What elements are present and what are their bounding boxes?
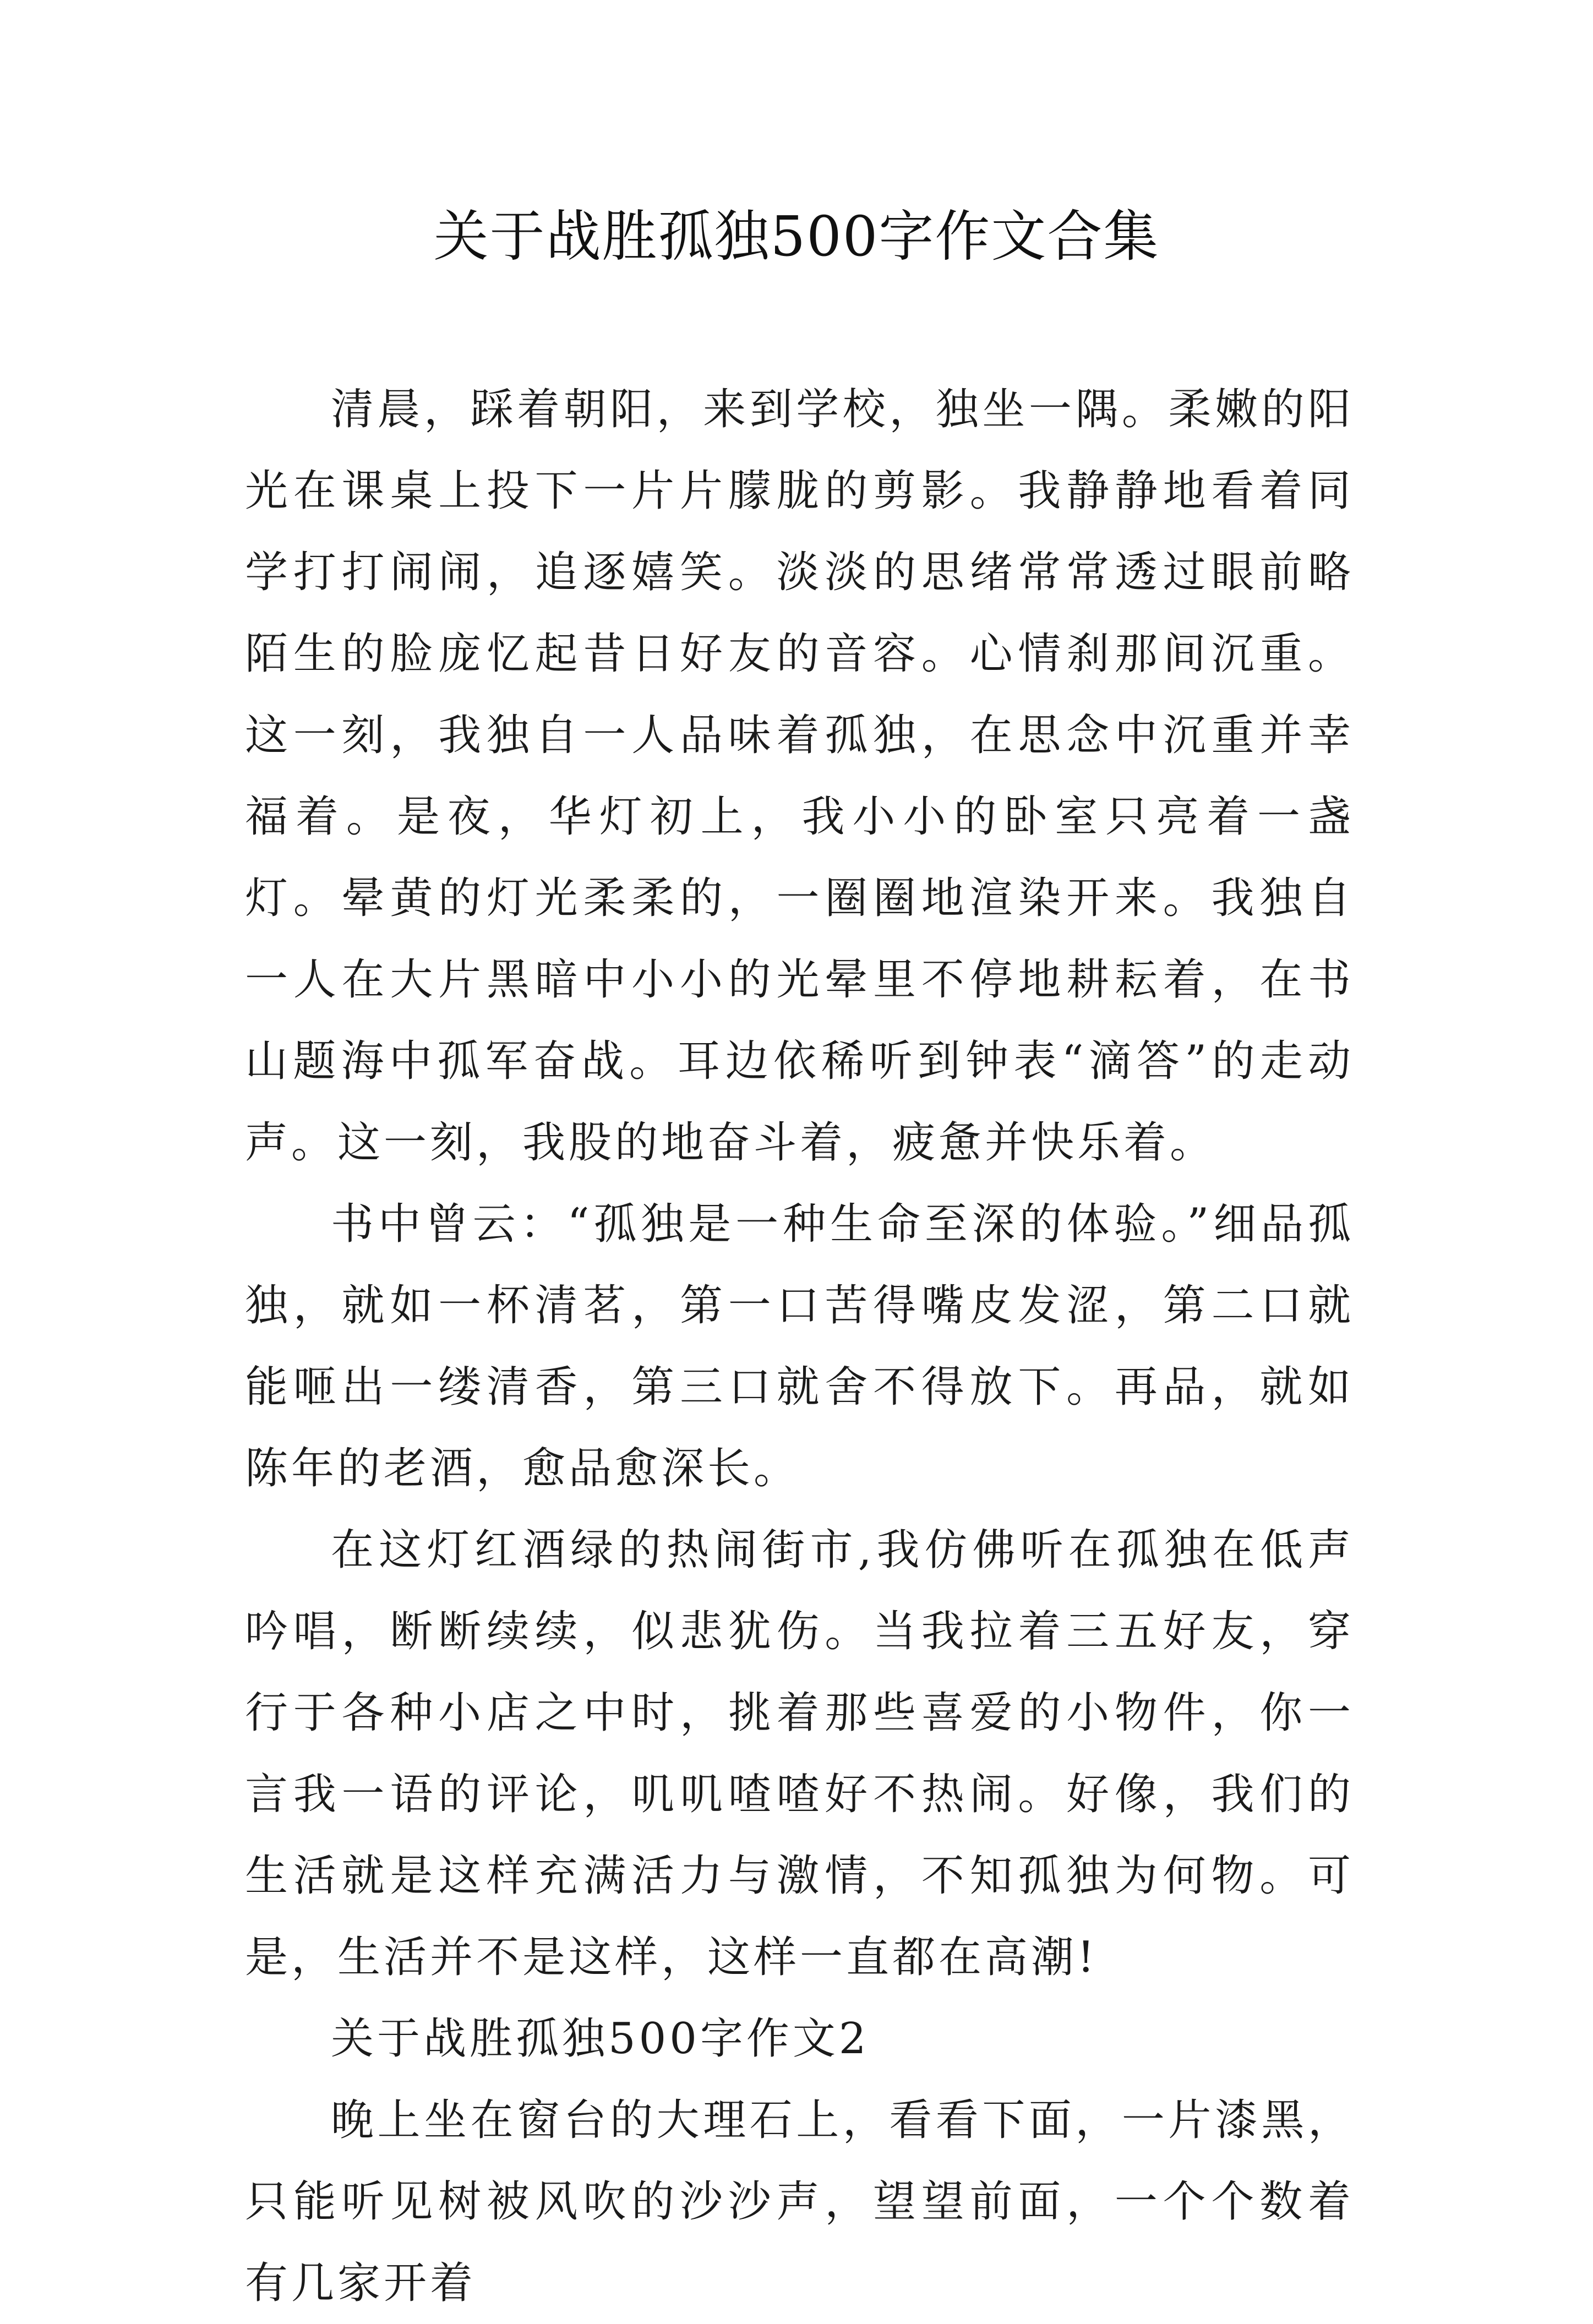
paragraph: 晚上坐在窗台的大理石上，看看下面，一片漆黑，只能听见树被风吹的沙沙声，望望前面，一个个数着有几家开着 <box>245 2096 1354 2308</box>
paragraph: 清晨，踩着朝阳，来到学校，独坐一隅。柔嫩的阳光在课桌上投下一片片朦胧的剪影。我静静地看着同学打打闹闹，追逐嬉笑。淡淡的思绪常常透过眼前略陌生的脸庞忆起昔日好友的音容。心情刹那间沉重。这一刻，我独自一人品味着孤独，在思念中沉重并幸福着。是夜，华灯初上，我小小的卧室只亮着一盏灯。晕黄的灯光柔柔的，一圈圈地渲染开来。我独自一人在大片黑暗中小小的光晕里不停地耕耘着，在书山题海中孤军奋战。耳边依稀听到钟表“滴答”的走动声。这一刻，我股的地奋斗着，疲惫并快乐着。 <box>245 385 1354 1168</box>
paragraph: 书中曾云：“孤独是一种生命至深的体验。”细品孤独，就如一杯清茗，第一口苦得嘴皮发涩，第二口就能咂出一缕清香，第三口就舍不得放下。再品，就如陈年的老酒，愈品愈深长。 <box>245 1199 1354 1493</box>
paragraph: 在这灯红酒绿的热闹街市,我仿佛听在孤独在低声吟唱，断断续续，似悲犹伤。当我拉着三五好友，穿行于各种小店之中时，挑着那些喜爱的小物件，你一言我一语的评论，叽叽喳喳好不热闹。好像，我们的生活就是这样充满活力与激情，不知孤独为何物。可是，生活并不是这样，这样一直都在高潮! <box>245 1525 1354 1982</box>
section-heading: 关于战胜孤独500字作文2 <box>331 2014 870 2064</box>
document-title: 关于战胜孤独500字作文合集 <box>433 204 1160 269</box>
document-body <box>245 369 1354 2324</box>
